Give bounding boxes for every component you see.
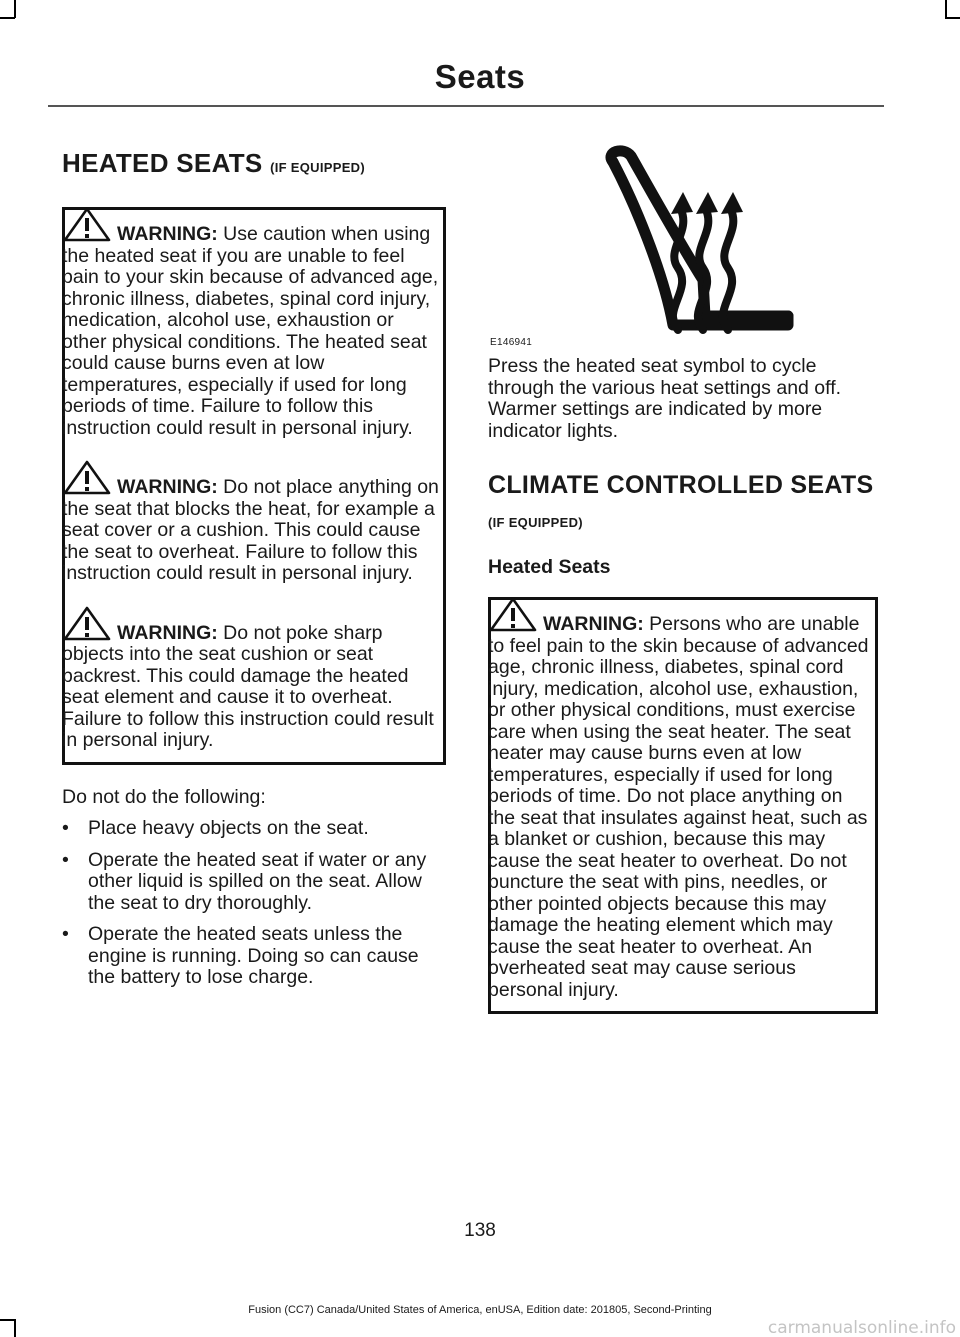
crop-mark [0,1319,15,1321]
subheading: Heated Seats [488,556,611,578]
crop-mark [945,17,960,19]
warning-triangle-icon [62,206,112,242]
warning-item [62,224,439,439]
page-header-title: Seats [434,58,526,95]
warning-box [488,597,878,1014]
warning-lead: WARNING: [117,621,218,644]
bullet-text: Place heavy objects on the seat. [88,817,369,839]
footer-edition: Fusion (CC7) Canada/United States of America, enUSA, Edition date: 201805, Second-Printing [248,1304,712,1316]
section-heading-text: HEATED SEATS [62,148,263,178]
warning-text: Use caution when using the heated seat if you are unable to feel pain to your skin because of advanced age, chronic illness, diabetes, spinal cord injury, medication, alcohol use, exhaustion or other physical conditions. The heated seat could cause burns even at low temperatures, especially if used for long periods of time. Failure to follow this instruction could result in personal injury. [62,223,439,439]
warning-lead: WARNING: [117,476,218,498]
warning-item [62,623,439,752]
crop-mark [0,17,15,19]
bullet-text: Operate the heated seat if water or any other liquid is spilled on the seat. Allow the seat to dry thoroughly. [88,848,427,914]
paragraph: Press the heated seat symbol to cycle through the various heat settings and off. Warmer settings are indicated by more indicator lights. [488,355,842,442]
left-column [62,148,446,999]
watermark: carmanualsonline.info [767,1318,956,1337]
warning-text: Persons who are unable to feel pain to the skin because of advanced age, chronic illness, diabetes, spinal cord injury, medication, alcohol use, exhaustion, or other physical conditions, must exercise care when using the seat heater. The seat heater may cause burns even at low temperatures, especially if used for long periods of time. Do not place anything on the seat that insulates against heat, such as a blanket or cushion, because this may cause the seat heater to overheat. Do not puncture the seat with pins, needles, or other pointed objects because this may damage the heating element which may cause the seat heater to overheat. An overheated seat may cause serious personal injury. [488,613,869,1001]
bullet-list [62,818,446,989]
warning-item [62,477,439,585]
warning-triangle-icon [488,596,538,632]
warning-triangle-icon [62,605,112,641]
list-item [62,818,446,840]
section-heading-suffix: (IF EQUIPPED) [488,515,583,530]
figure-id: E146941 [490,337,533,348]
warning-text: Do not place anything on the seat that blocks the heat, for example a seat cover or a cushion. This could cause the seat to overheat. Failure to follow this instruction could result in personal injury. [62,476,439,584]
warning-text: Do not poke sharp objects into the seat cushion or seat backrest. This could damage the heated seat element and cause it to overheat. Failure to follow this instruction could result in personal injury. [62,621,434,751]
section-heading-suffix: (IF EQUIPPED) [270,160,365,175]
warning-lead: WARNING: [543,613,644,635]
section-heading-heated-seats [62,148,446,183]
bullet-text: Operate the heated seats unless the engine is running. Doing so can cause the battery to lose charge. [88,923,419,988]
crop-mark [945,0,947,18]
header-divider [48,105,884,107]
crop-mark [14,0,16,18]
bullet-marker: • [62,848,69,871]
heated-seat-figure [488,140,878,348]
crop-mark [14,1319,16,1337]
bullet-marker: • [62,923,69,945]
right-column [488,140,878,1014]
warning-lead: WARNING: [117,223,218,245]
bullet-marker: • [62,817,69,839]
list-item [62,924,446,989]
page-number: 138 [464,1220,496,1241]
heated-seat-icon [583,140,798,340]
warning-box [62,207,446,765]
intro-text: Do not do the following: [62,785,266,808]
section-heading-climate-seats: CLIMATE CONTROLLED SEATS [488,471,874,499]
list-item [62,850,446,915]
warning-triangle-icon [62,459,112,495]
warning-item [488,614,871,1001]
